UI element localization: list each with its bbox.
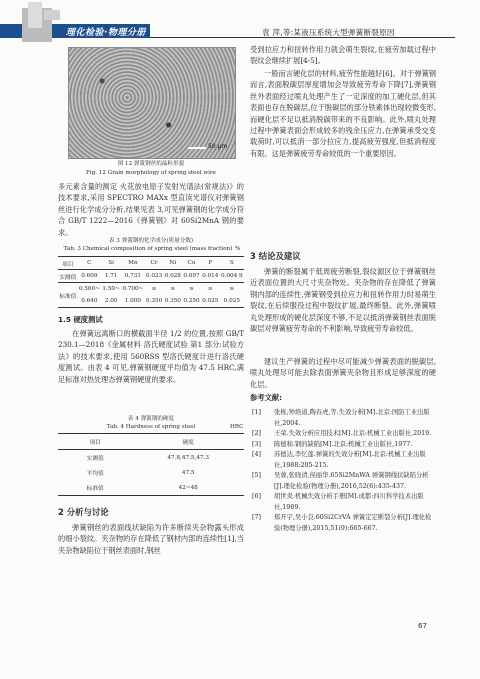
table-cell: 0.023 (145, 273, 163, 279)
table-row (58, 295, 244, 308)
hardness-table (58, 433, 244, 496)
table-cell: 实测值 (86, 456, 104, 462)
chemical-analysis-paragraph: 多元素含量的测定 火花放电原子发射光谱法(常规法)》的技术要求,采用 SPECTRO MAXx 型直读光谱仪对弹簧钢丝进行化学成分分析,结果见表 3,可见弹簧钢的化学成分符合 GB/T 1222—2016《弹簧钢》对 60Si2MnA 钢的要求。 (58, 182, 244, 237)
table-cell: ≤ (170, 286, 176, 292)
table-cell: 42~48 (178, 484, 198, 491)
reference-number: [6] (252, 493, 261, 500)
table-3-header: Cr (150, 260, 158, 266)
table-cell: 0.350 (164, 298, 181, 304)
figure-12-caption-cn: 图 12 弹簧钢丝的晶粒形貌 (117, 161, 185, 167)
reference-number: [3] (252, 440, 261, 448)
analysis-discussion-paragraph: 弹簧钢丝的表面线状缺陷为许多断续夹杂物露头形成的细小裂纹。夹杂物的存在降低了钢材内部的连续性[1],当夹杂物缺陷位于钢丝表面时,钢丝 (58, 523, 244, 555)
table-3-header: C (87, 260, 92, 266)
table-cell: 实测值 (59, 274, 77, 281)
journal-logo-icon (22, 2, 60, 42)
table-row (58, 450, 244, 466)
journal-section-title: 理化检验·物理分册 (66, 28, 146, 38)
table-cell: 标准值 (86, 486, 104, 492)
table-cell: 0.640 (81, 298, 98, 304)
table-cell: 0.014 (202, 273, 219, 279)
table-cell: 0.097 (183, 273, 200, 279)
table-cell: 0.025 (202, 298, 219, 304)
header-rule (150, 37, 455, 38)
table-3-header: 项目 (62, 261, 74, 268)
table-4-title-en: Tab. 4 Hardness of spring steel (106, 424, 196, 430)
table-3-header: Ni (169, 260, 177, 266)
reference-text: 张栋,钟培道,陶春虎,等.失效分析[M].北京:国防工业出版社,2004. (274, 409, 430, 427)
table-cell: 0.560~ (78, 286, 100, 292)
table-cell: 0.609 (81, 273, 98, 279)
reference-text: 胡世炎.机械失效分析手册[M].成都:四川科学技术出版社,1989. (274, 493, 424, 511)
table-row (58, 270, 244, 283)
scale-bar (188, 147, 206, 149)
table-row (58, 283, 244, 296)
reference-text: 陈德和.钢的缺陷[M].北京:机械工业出版社,1977. (274, 440, 413, 448)
table-cell: 1.50~ (102, 286, 120, 292)
table-cell: 2.00 (104, 298, 118, 304)
reference-item (252, 429, 436, 440)
table-row (58, 480, 244, 496)
table-3-header: Cu (187, 260, 196, 266)
table-cell: ≤ (229, 286, 235, 292)
conclusion-paragraph: 弹簧的断裂属于低周疲劳断裂,裂纹源区位于弹簧钢丝近表面位置的大尺寸夹杂物处。夹杂物的存在降低了弹簧钢内部的连续性,弹簧钢受到拉应力和扭转作用力时易萌生裂纹,在后续服役过程中裂纹扩展,最终断裂。此外,弹簧喷丸处理形成的硬化层深度不够,不足以抵消弹簧钢丝表面脱碳层对弹簧疲劳寿命的不利影响,导致疲劳寿命较低。 (250, 267, 436, 334)
reference-text: 王荣.失效分析应用技术[M].北京:机械工业出版社,2019. (274, 430, 432, 437)
table-cell: 0.250 (183, 298, 200, 304)
table-3-header: Mn (128, 260, 138, 266)
right-continuation-paragraph: 受到拉应力和扭转作用力就会萌生裂纹,在疲劳加载过程中裂纹会继续扩展[4-5]。 (250, 45, 436, 66)
hardness-test-paragraph: 在弹簧远离断口的横截面半径 1/2 的位置,按照 GB/T 230.1—2018《金属材料 洛氏硬度试验 第1 部分:试验方法》的技术要求,使用 560RSS 型洛氏硬度计进行洛氏硬度测试。由表 4 可见,弹簧钢硬度平均值为 47.5 HRC,满足标准对热处理态弹簧钢硬度的要求。 (58, 329, 244, 384)
reference-text: 郑开宇,吴小良.60Si2CrVA 弹簧定定断裂分析[J].理化检验(物理分册),2015,51(9):665-667. (274, 514, 432, 532)
references-heading: 参考文献: (250, 393, 283, 402)
table-4-header: 项目 (89, 440, 101, 446)
table-cell: 0.700~ (122, 286, 144, 292)
table-cell: 47.5 (181, 469, 195, 476)
reference-number: [2] (252, 430, 261, 437)
reference-number: [1] (252, 409, 261, 416)
table-3-title-cn: 表 3 弹簧钢的化学成分(质量分数) (108, 238, 194, 244)
reference-item (252, 408, 436, 429)
reference-item (252, 440, 436, 451)
table-3-title-en: Tab. 3 Chemical composition of spring steel (mass fraction) (63, 246, 233, 252)
reference-list (252, 408, 436, 534)
table-4-title-cn: 表 4 弹簧钢的硬度 (127, 416, 175, 422)
table-3-header: S (229, 260, 234, 266)
table-cell: 1.71 (104, 273, 118, 279)
table-row-label: 标准值 (59, 293, 77, 300)
table-cell: 1.000 (124, 298, 142, 304)
table-3-unit: % (235, 246, 241, 252)
reference-item (252, 450, 436, 471)
table-4-unit: HRC (230, 424, 244, 430)
table-row (58, 465, 244, 480)
table-cell: ≤ (189, 286, 194, 292)
table-cell: 0.004 9 (220, 273, 243, 279)
hardened-layer-paragraph: 一般而言硬化层的材料,疲劳性能越好[6]。对于弹簧钢而言,表面脱碳层厚度增加会导致疲劳寿命下降[7],弹簧钢丝外表面经过喷丸处理产生了一定深度的加工硬化层,但其表面也存在脱碳层,位于脱碳层的部分铁素体出现较微变形,而硬化层不足以抵消脱碳带来的不良影响。此外,喷丸处理过程中弹簧表面会形成较多的残余压应力,在弹簧承受交变载荷时,可以抵消一部分拉应力,提高疲劳强度,但抵消程度有限。这是弹簧疲劳寿命较低的一个重要原因。 (250, 69, 436, 158)
table-cell: ≤ (151, 286, 157, 292)
scale-label: 50 μm (208, 143, 228, 150)
table-cell: 0.731 (124, 273, 142, 279)
reference-item (252, 471, 436, 492)
table-4-header: 硬度 (182, 440, 194, 446)
table-cell: 0.025 (223, 298, 240, 304)
table-cell: 0.350 (145, 298, 163, 304)
table-cell: 47.8,47.5,47.3 (167, 454, 209, 461)
running-head: 袁 萍,等:某液压系统大型弹簧断裂原因 (262, 28, 395, 37)
page-number: 67 (418, 622, 427, 630)
table-4-header-row (58, 434, 244, 450)
suggestion-paragraph: 建议生产弹簧的过程中尽可能减少弹簧表面的脱碳层,喷丸处理尽可能去除表面弹簧夹杂物且形成足够深度的硬化层。 (250, 357, 436, 389)
table-cell: 0.028 (164, 273, 181, 279)
section-1-5-heading: 1.5 硬度测试 (58, 315, 103, 324)
figure-12-caption-en: Fig. 12 Grain morphology of spring steel wire (86, 170, 216, 176)
reference-item (252, 513, 436, 534)
reference-number: [4] (252, 451, 261, 458)
section-2-heading: 2 分析与讨论 (58, 507, 109, 517)
reference-text: 吴蓉,张晓清,侯丽华.65Si2MnWA 弹簧钢线状缺陷分析[J].理化检验(物理分册),2016,52(6):435-437. (274, 472, 429, 490)
reference-item (252, 492, 436, 513)
table-cell: ≤ (207, 286, 213, 292)
reference-text: 苏德达,李忆莲.弹簧的失效分析[M].北京:机械工业出版社,1988:205-215. (274, 451, 426, 469)
section-3-heading: 3 结论及建议 (250, 251, 301, 261)
table-3-header: Si (108, 260, 114, 266)
reference-number: [7] (252, 514, 261, 521)
table-3-header-row (58, 257, 244, 270)
reference-number: [5] (252, 472, 261, 479)
table-3-header: P (208, 260, 213, 266)
chemical-composition-table (58, 256, 244, 308)
table-cell: 平均值 (86, 471, 104, 477)
